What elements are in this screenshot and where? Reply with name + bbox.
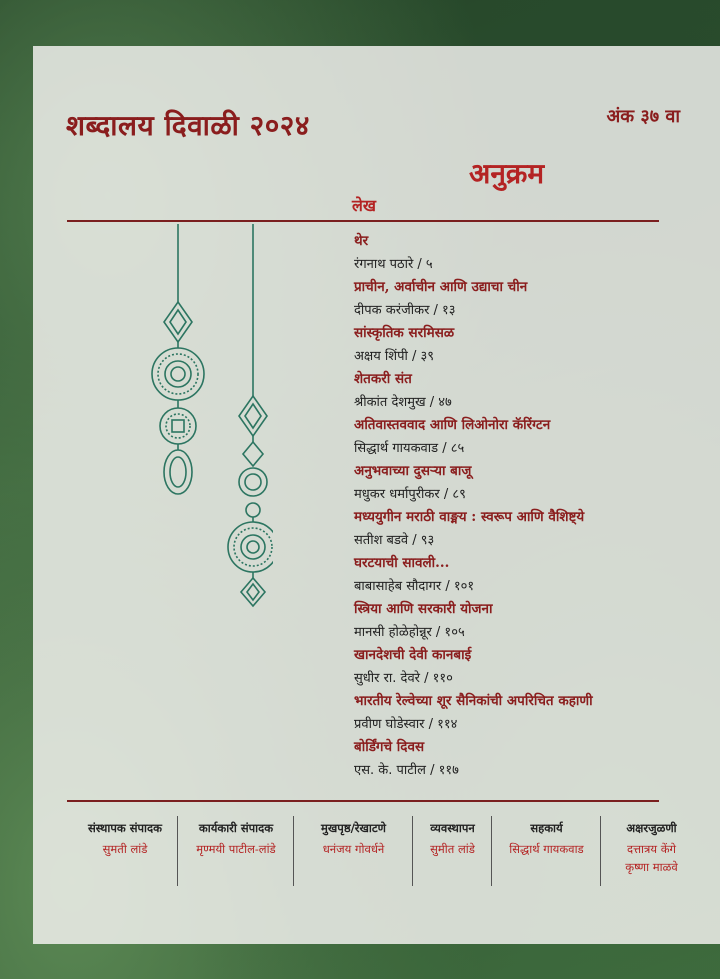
credit-column: [293, 816, 413, 886]
credit-column: [412, 816, 492, 886]
article-author-page: प्रवीण घोडेस्वार / ११४: [354, 717, 458, 732]
contents-heading: अनुक्रम: [469, 157, 545, 190]
credit-role: संस्थापक संपादक: [88, 821, 162, 835]
credit-name: सिद्धार्थ गायकवाड: [509, 842, 584, 856]
article-author-page: मधुकर धर्मापुरीकर / ८९: [354, 487, 466, 502]
article-title: घरटयाची सावली...: [354, 555, 450, 571]
contents-list: [354, 230, 684, 782]
credit-name: दत्तात्रय केंगे: [626, 842, 676, 856]
credit-name: सुमती लांडे: [102, 842, 148, 856]
article-author-page: श्रीकांत देशमुख / ४७: [354, 395, 452, 410]
article-author-page: बाबासाहेब सौदागर / १०१: [354, 579, 475, 594]
credit-role: अक्षरजुळणी: [626, 821, 677, 835]
article-title: भारतीय रेल्वेच्या शूर सैनिकांची अपरिचित कहाणी: [354, 693, 593, 709]
article-title: मध्ययुगीन मराठी वाङ्मय : स्वरूप आणि वैशिष्ट्ये: [354, 509, 585, 525]
article-author-page: दीपक करंजीकर / १३: [354, 303, 456, 318]
credit-column: [73, 816, 177, 886]
credit-column: [600, 816, 702, 886]
issue-number: अंक ३७ वा: [606, 106, 680, 127]
article-title: प्राचीन, अर्वाचीन आणि उद्याचा चीन: [354, 279, 528, 295]
credit-role: कार्यकारी संपादक: [198, 821, 274, 835]
article-title: स्त्रिया आणि सरकारी योजना: [354, 601, 493, 617]
credit-column: [177, 816, 294, 886]
section-label: लेख: [352, 196, 376, 215]
article-author-page: सतीश बडवे / ९३: [354, 533, 435, 548]
article-title: सांस्कृतिक सरमिसळ: [354, 325, 455, 341]
bottom-divider: [67, 800, 659, 802]
hanging-diya-ornament-icon: [143, 224, 273, 614]
article-title: थेर: [354, 233, 369, 249]
article-title: अतिवास्तववाद आणि लिओनोरा कॅरिंग्टन: [354, 417, 551, 433]
credit-name: कृष्णा माळवे: [625, 860, 678, 874]
credit-role: सहकार्य: [530, 821, 563, 835]
article-author-page: एस. के. पाटील / ११७: [354, 763, 459, 778]
article-author-page: मानसी होळेहोन्नूर / १०५: [354, 625, 465, 640]
article-author-page: सिद्धार्थ गायकवाड / ८५: [354, 441, 465, 456]
article-title: बोर्डिंगचे दिवस: [354, 739, 425, 755]
credit-column: [491, 816, 601, 886]
credit-name: सुमीत लांडे: [430, 842, 475, 856]
article-author-page: अक्षय शिंपी / ३९: [354, 349, 435, 364]
article-author-page: रंगनाथ पठारे / ५: [354, 257, 433, 272]
magazine-title: शब्दालय दिवाळी २०२४: [66, 109, 310, 142]
top-divider: [67, 220, 659, 222]
article-title: शेतकरी संत: [354, 371, 412, 387]
credit-role: मुखपृष्ठ/रेखाटणे: [321, 821, 386, 835]
credits-bar: [73, 816, 701, 886]
credit-name: धनंजय गोवर्धने: [322, 842, 385, 856]
credit-role: व्यवस्थापन: [430, 821, 475, 835]
article-title: खानदेशची देवी कानबाई: [354, 647, 472, 663]
article-title: अनुभवाच्या दुसऱ्या बाजू: [354, 463, 472, 479]
contents-panel: [33, 46, 720, 944]
article-author-page: सुधीर रा. देवरे / ११०: [354, 671, 453, 686]
credit-name: मृण्मयी पाटील-लांडे: [196, 842, 276, 856]
